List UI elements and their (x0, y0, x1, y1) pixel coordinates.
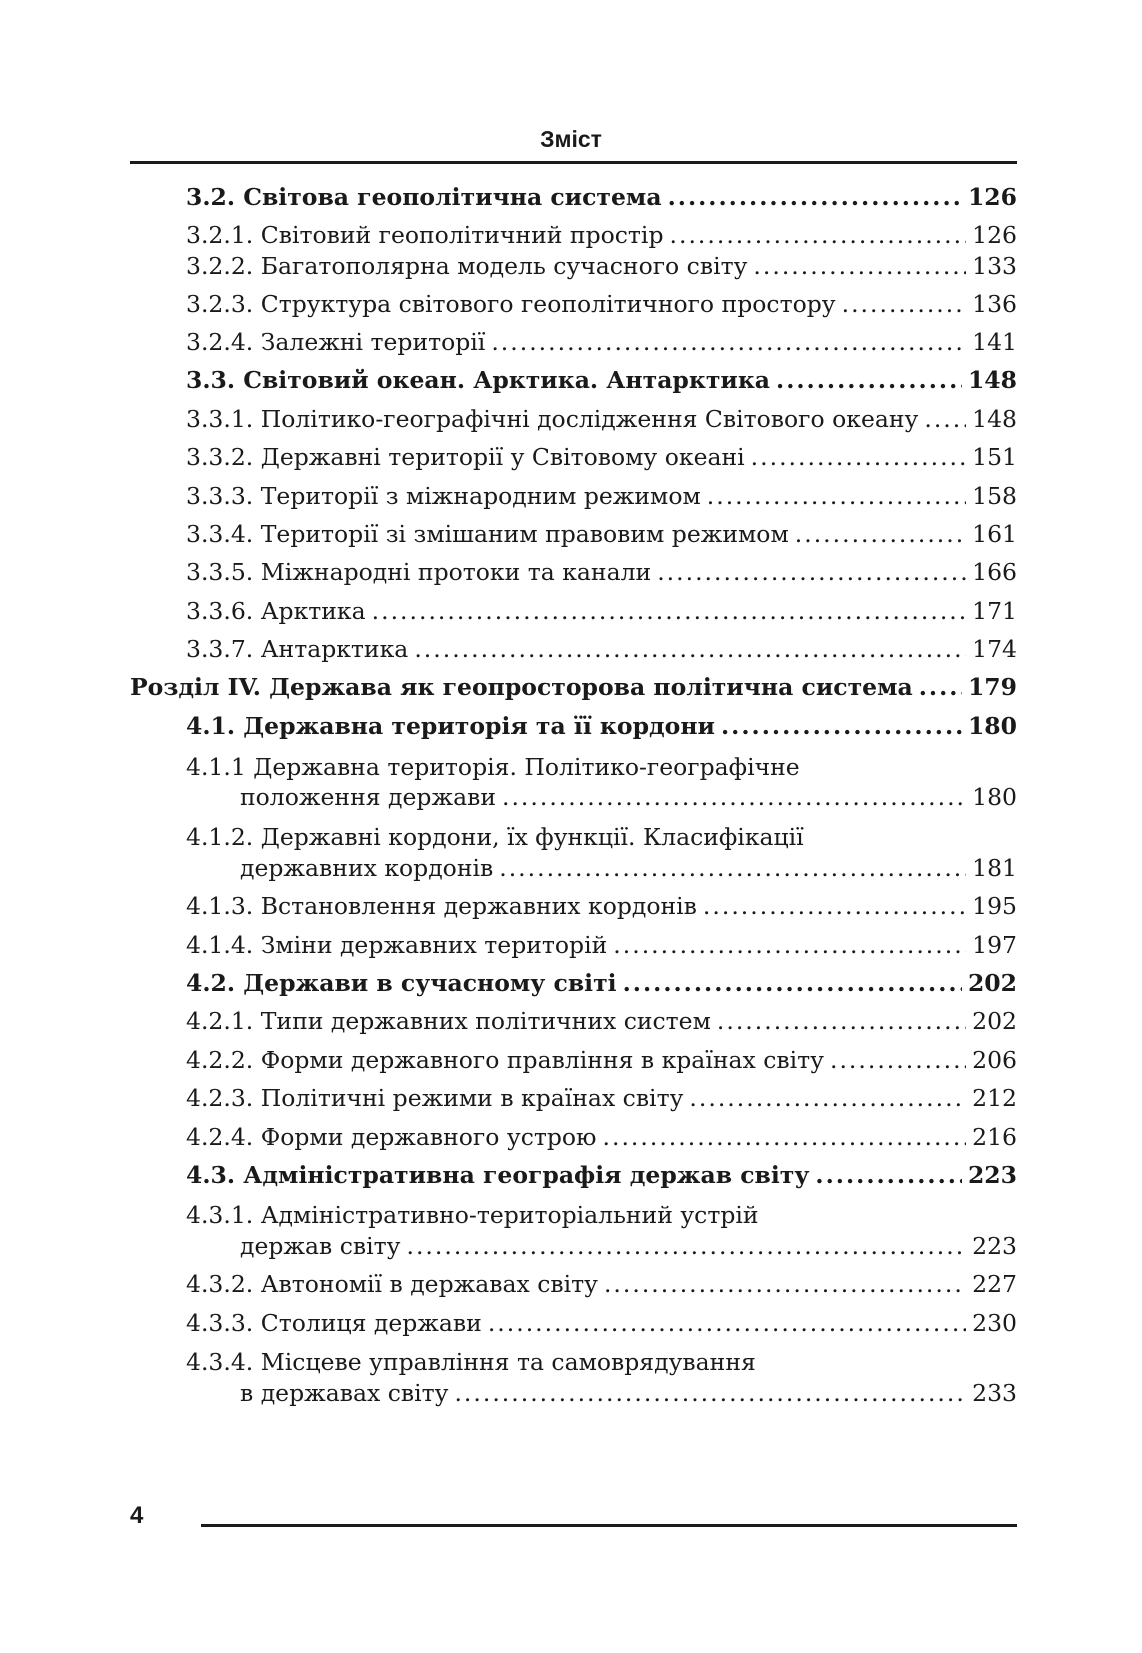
toc-entry[interactable] (186, 289, 1017, 319)
toc-entry[interactable] (186, 220, 1017, 250)
toc-entry[interactable] (186, 1006, 1017, 1036)
toc-entry-title: 4.3. Адміністративна географія держав світу (186, 1161, 810, 1189)
toc-entry-title: 3.3.3. Території з міжнародним режимом (186, 482, 701, 510)
toc-entry-page-number: 223 (972, 1232, 1017, 1260)
toc-entry-title: 4.1.4. Зміни державних територій (186, 931, 608, 959)
toc-entry-title: 3.3.2. Державні території у Світовому океані (186, 443, 745, 471)
header-rule (130, 161, 1017, 164)
toc-entry[interactable] (186, 327, 1017, 357)
toc-entry-title: 3.3.7. Антарктика (186, 635, 409, 663)
toc-entry-page-number: 126 (967, 183, 1017, 211)
toc-entry-title: 3.3.6. Арктика (186, 597, 366, 625)
toc-entry-title: 4.2.4. Форми державного устрою (186, 1123, 597, 1151)
dot-leader (454, 1378, 966, 1408)
toc-entry-title: 4.1. Державна територія та її кордони (186, 712, 715, 740)
toc-entry-title: 4.1.3. Встановлення державних кордонів (186, 892, 697, 920)
toc-entry-title: 4.2.1. Типи державних політичних систем (186, 1007, 711, 1035)
dot-leader (919, 672, 962, 702)
toc-entry-first-line: 4.3.4. Місцеве управління та самоврядування (186, 1348, 756, 1376)
toc-entry-page-number: 133 (972, 252, 1017, 280)
toc-entry[interactable] (186, 182, 1017, 212)
toc-entry-page-number: 202 (967, 969, 1017, 997)
toc-entry[interactable] (186, 519, 1017, 549)
toc-entry[interactable] (186, 930, 1017, 960)
toc-entry-page-number: 148 (967, 366, 1017, 394)
page-number: 4 (130, 1502, 144, 1529)
toc-entry-title: 4.2.2. Форми державного правління в країнах світу (186, 1046, 824, 1074)
toc-entry-page-number: 179 (967, 673, 1017, 701)
dot-leader (502, 782, 966, 812)
dot-leader (613, 930, 966, 960)
toc-entry-first-line: 4.1.1 Державна територія. Політико-географічне (186, 753, 800, 781)
toc-entry-page-number: 161 (972, 520, 1017, 548)
toc-entry[interactable] (186, 596, 1017, 626)
dot-leader (604, 1269, 966, 1299)
toc-entry-title: 3.3.5. Міжнародні протоки та канали (186, 558, 652, 586)
toc-entry-title: 3.3.4. Території зі змішаним правовим режимом (186, 520, 789, 548)
toc-entry[interactable] (240, 1378, 1017, 1408)
toc-entry-title: державних кордонів (240, 854, 494, 882)
toc-entry-title: 3.2.1. Світовий геополітичний простір (186, 221, 664, 249)
toc-entry-title: 4.3.2. Автономії в державах світу (186, 1270, 598, 1298)
dot-leader (488, 1308, 966, 1338)
toc-entry-page-number: 126 (972, 221, 1017, 249)
toc-entry-page-number: 223 (967, 1161, 1017, 1189)
toc-entry[interactable] (186, 1308, 1017, 1338)
toc-entry-title: 3.2.2. Багатополярна модель сучасного світу (186, 252, 748, 280)
toc-entry-page-number: 181 (972, 854, 1017, 882)
toc-entry-page-number: 230 (972, 1309, 1017, 1337)
toc-entry[interactable] (240, 1231, 1017, 1261)
toc-entry-title: в державах світу (240, 1379, 449, 1407)
toc-entry[interactable] (240, 853, 1017, 883)
toc-entry-page-number: 136 (972, 290, 1017, 318)
toc-entry-title: 3.2.3. Структура світового геополітичного простору (186, 290, 836, 318)
toc-entry-page-number: 233 (972, 1379, 1017, 1407)
dot-leader (751, 442, 966, 472)
toc-entry[interactable] (186, 634, 1017, 664)
footer-rule (201, 1524, 1017, 1527)
dot-leader (670, 220, 967, 250)
toc-entry-page-number: 202 (972, 1007, 1017, 1035)
toc-entry-page-number: 141 (972, 328, 1017, 356)
toc-entry[interactable] (186, 1045, 1017, 1075)
dot-leader (499, 853, 966, 883)
toc-entry-title: 4.2. Держави в сучасному світі (186, 969, 617, 997)
toc-entry-title: 3.3. Світовий океан. Арктика. Антарктика (186, 366, 771, 394)
dot-leader (491, 327, 966, 357)
toc-entry-page-number: 148 (972, 405, 1017, 433)
toc-entry-page-number: 197 (972, 931, 1017, 959)
toc-entry[interactable] (186, 1122, 1017, 1152)
dot-leader (689, 1083, 966, 1113)
toc-entry[interactable] (186, 968, 1017, 998)
toc-entry-first-line: 4.3.1. Адміністративно-територіальний устрій (186, 1201, 759, 1229)
page-header-title: Зміст (540, 126, 602, 152)
toc-entry[interactable] (186, 557, 1017, 587)
toc-entry-page-number: 180 (967, 712, 1017, 740)
toc-entry-title: 3.2. Світова геополітична система (186, 183, 662, 211)
dot-leader (657, 557, 966, 587)
toc-entry-title: положення держави (240, 783, 496, 811)
dot-leader (717, 1006, 966, 1036)
toc-entry-title: 3.3.1. Політико-географічні дослідження Світового океану (186, 405, 919, 433)
toc-entry-page-number: 180 (972, 783, 1017, 811)
toc-entry-title: 4.3.3. Столиця держави (186, 1309, 482, 1337)
dot-leader (830, 1045, 966, 1075)
toc-entry-page-number: 174 (972, 635, 1017, 663)
toc-entry-page-number: 227 (972, 1270, 1017, 1298)
dot-leader (707, 481, 966, 511)
toc-entry-page-number: 158 (972, 482, 1017, 510)
dot-leader (795, 519, 966, 549)
toc-entry[interactable] (186, 1083, 1017, 1113)
dot-leader (703, 891, 966, 921)
dot-leader (414, 634, 966, 664)
toc-entry[interactable] (186, 404, 1017, 434)
toc-entry-page-number: 216 (972, 1123, 1017, 1151)
toc-entry-page-number: 166 (972, 558, 1017, 586)
toc-entry-page-number: 151 (972, 443, 1017, 471)
toc-entry-page-number: 206 (972, 1046, 1017, 1074)
dot-leader (623, 968, 962, 998)
dot-leader (372, 596, 967, 626)
toc-entry-title: держав світу (240, 1232, 401, 1260)
toc-entry-title: 3.2.4. Залежні території (186, 328, 486, 356)
toc-entry[interactable] (186, 365, 1017, 395)
toc-entry-page-number: 171 (972, 597, 1017, 625)
dot-leader (603, 1122, 967, 1152)
dot-leader (406, 1231, 966, 1261)
toc-entry[interactable] (186, 1160, 1017, 1190)
toc-entry[interactable] (186, 481, 1017, 511)
dot-leader (924, 404, 966, 434)
toc-entry[interactable] (186, 711, 1017, 741)
toc-entry-page-number: 212 (972, 1084, 1017, 1112)
toc-entry[interactable] (186, 442, 1017, 472)
toc-entry[interactable] (186, 891, 1017, 921)
toc-entry-title: 4.2.3. Політичні режими в країнах світу (186, 1084, 684, 1112)
dot-leader (815, 1160, 962, 1190)
toc-entry[interactable] (130, 672, 1017, 702)
toc-entry-page-number: 195 (972, 892, 1017, 920)
toc-entry[interactable] (186, 1269, 1017, 1299)
dot-leader (668, 182, 962, 212)
toc-entry-title: Розділ IV. Держава як геопросторова політична система (130, 673, 913, 701)
toc-entry[interactable] (186, 251, 1017, 281)
dot-leader (842, 289, 967, 319)
toc-entry[interactable] (240, 782, 1017, 812)
toc-entry-first-line: 4.1.2. Державні кордони, їх функції. Класифікації (186, 823, 804, 851)
dot-leader (753, 251, 966, 281)
dot-leader (721, 711, 962, 741)
dot-leader (776, 365, 962, 395)
